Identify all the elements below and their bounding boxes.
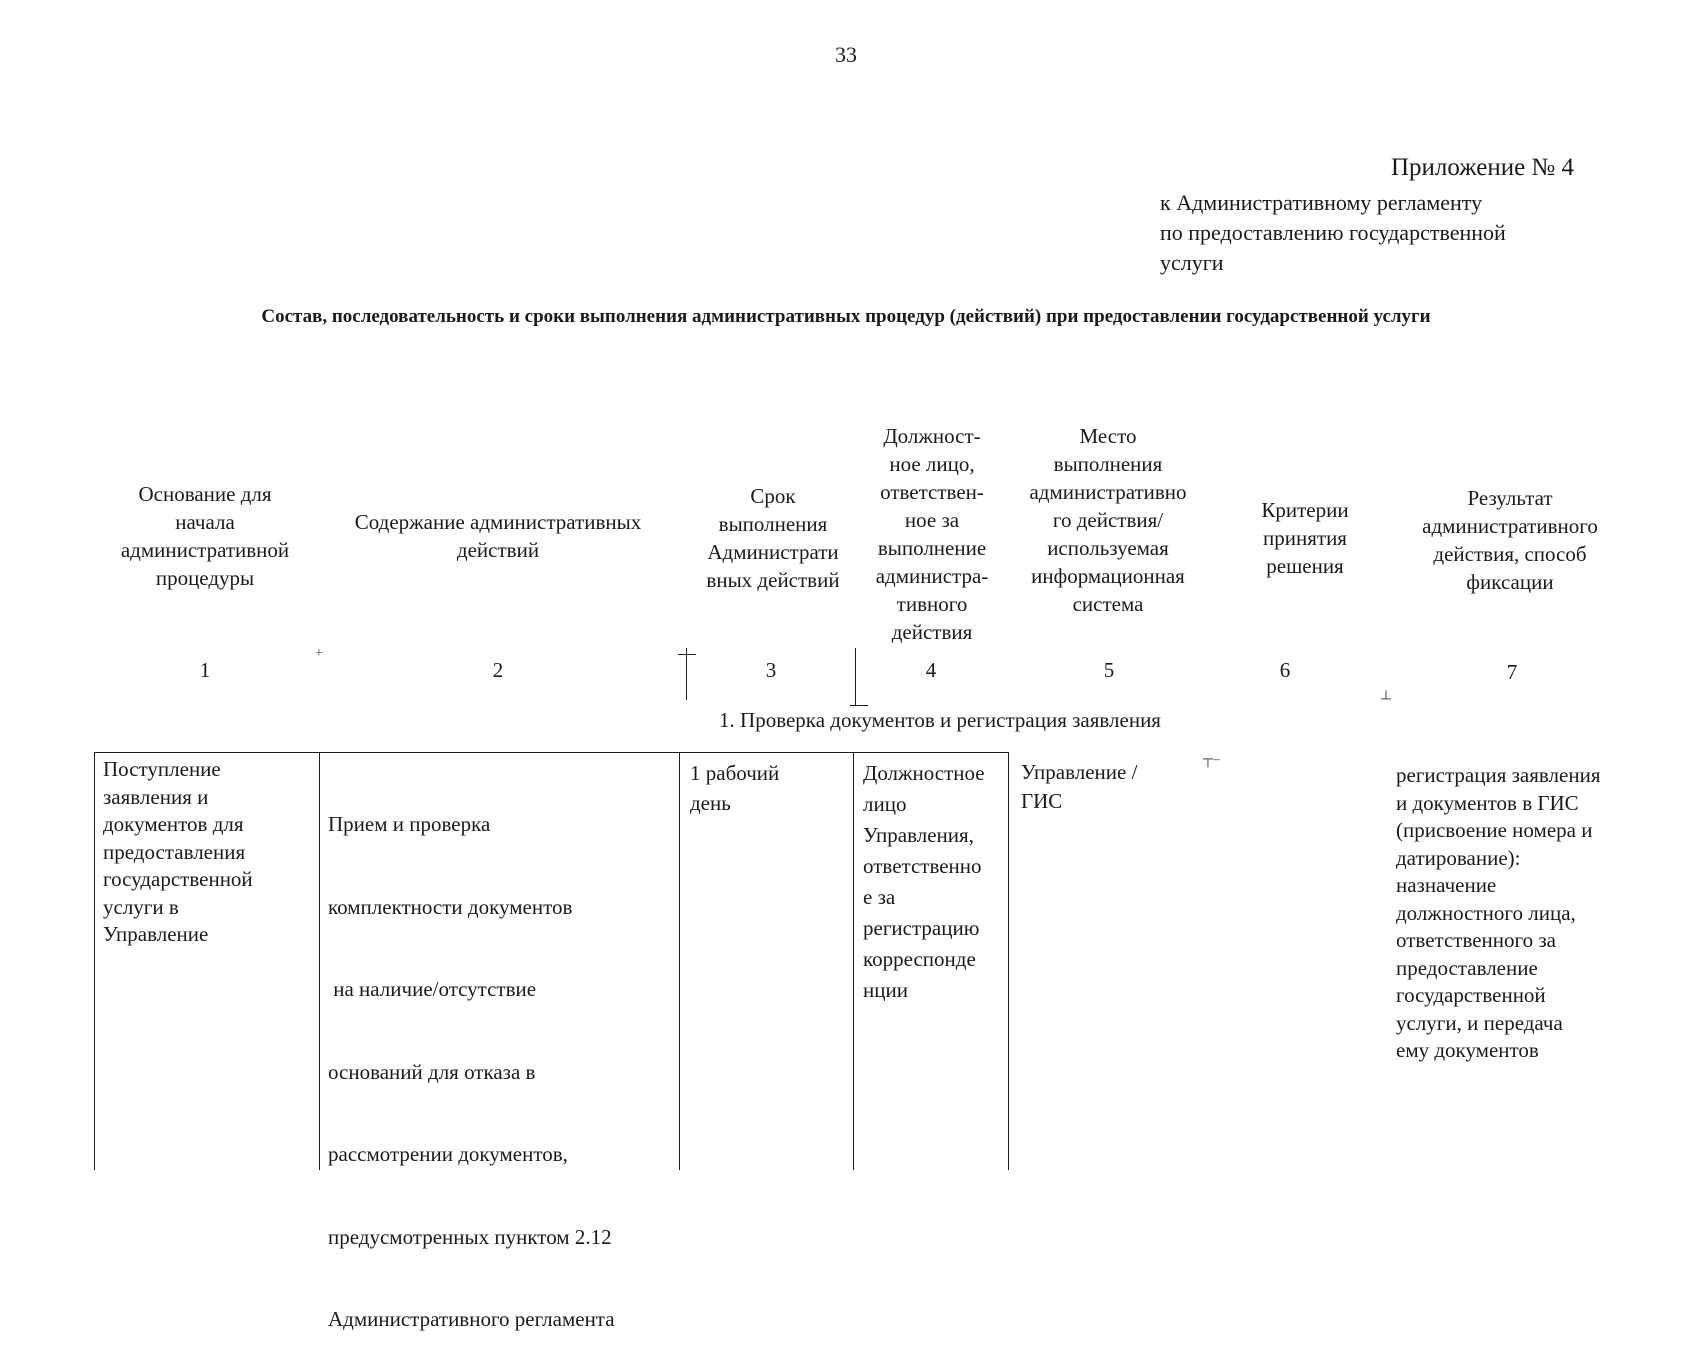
header-col-3: [688, 482, 858, 594]
cell-line: ответственно: [863, 854, 982, 878]
cell-line: ГИС: [1021, 789, 1063, 813]
header-line: Результат: [1467, 486, 1553, 510]
header-line: Администрати: [707, 540, 839, 564]
header-line: вных действий: [706, 568, 840, 592]
table-column-border: [319, 752, 320, 1170]
header-tick: [855, 648, 856, 706]
cell-line: на наличие/отсутствие: [328, 977, 537, 1001]
header-line: выполнение: [877, 536, 987, 560]
appendix-line: по предоставлению государственной: [1160, 220, 1506, 245]
column-number-4: 4: [925, 658, 937, 682]
table-column-border: [94, 752, 95, 1170]
cell-line: е за: [863, 885, 896, 909]
cell-line: государственной: [1396, 983, 1546, 1007]
cell-line: корреспонде: [863, 947, 976, 971]
header-line: административно: [1029, 480, 1187, 504]
header-line: фиксации: [1466, 570, 1554, 594]
cell-line: Административного регламента: [328, 1307, 615, 1331]
header-line: процедуры: [155, 566, 255, 590]
header-line: Срок: [750, 484, 796, 508]
header-col-1: [95, 480, 315, 592]
table-row-top-border: [94, 752, 1008, 753]
header-line: информационная: [1031, 564, 1185, 588]
scan-mark: ┬–: [1203, 752, 1220, 767]
header-line: административной: [120, 538, 290, 562]
header-line: действия, способ: [1433, 542, 1587, 566]
header-line: го действия/: [1052, 508, 1164, 532]
header-line: выполнения: [718, 512, 828, 536]
appendix-line: к Административному регламенту: [1160, 190, 1483, 215]
header-col-6: [1225, 496, 1385, 580]
cell-line: назначение: [1396, 873, 1497, 897]
scan-mark: +: [315, 646, 323, 661]
cell-line: Управление /: [1021, 760, 1138, 784]
header-line: действия: [891, 620, 973, 644]
header-line: ное за: [904, 508, 960, 532]
header-col-7: [1385, 484, 1635, 596]
header-col-2: [318, 508, 678, 564]
cell-line: Должностное: [863, 761, 985, 785]
cell-line: оснований для отказа в: [328, 1059, 536, 1084]
cell-line: Управление: [103, 922, 209, 946]
header-line: Критерии: [1261, 498, 1349, 522]
header-line: действий: [456, 538, 540, 562]
cell-line: должностного лица,: [1396, 900, 1576, 925]
column-number-3: 3: [765, 658, 777, 682]
cell-line: 1 рабочий: [690, 761, 780, 785]
header-line: ное лицо,: [889, 452, 975, 476]
document-title: Состав, последовательность и сроки выполнения административных процедур (действий) при предоставлении государственной услуги: [261, 306, 1431, 327]
cell-line: услуги, и передача: [1396, 1010, 1563, 1035]
cell-line: лицо: [863, 792, 907, 816]
header-line: Должност-: [883, 424, 981, 448]
row-1-cell-5: [1021, 758, 1201, 816]
cell-line: ему документов: [1396, 1038, 1539, 1062]
table-column-border: [853, 752, 854, 1170]
page-number: 33: [835, 42, 857, 67]
header-line: начала: [175, 510, 235, 534]
cell-line: регистрацию: [863, 916, 980, 940]
cell-line: предоставление: [1396, 955, 1538, 980]
header-line: ответствен-: [880, 480, 984, 504]
section-title: 1. Проверка документов и регистрация заявления: [719, 708, 1161, 732]
cell-line: нции: [863, 978, 908, 1002]
header-line: используемая: [1047, 536, 1169, 560]
cell-line: рассмотрении документов,: [328, 1142, 568, 1166]
cell-line: предусмотренных пунктом 2.12: [328, 1224, 612, 1249]
header-col-4: [858, 422, 1006, 646]
header-line: Основание для: [138, 482, 272, 506]
header-line: Место: [1079, 424, 1137, 448]
table-column-border: [1008, 752, 1009, 1170]
header-line: административного: [1422, 514, 1598, 538]
header-tick: [850, 705, 868, 706]
appendix-title: Приложение № 4: [1391, 154, 1575, 181]
cell-line: предоставления: [103, 839, 246, 864]
cell-line: день: [690, 791, 731, 815]
cell-line: датирование):: [1396, 845, 1521, 870]
row-1-cell-7: [1396, 762, 1656, 1065]
cell-line: комплектности документов: [328, 894, 573, 919]
column-number-6: 6: [1279, 658, 1291, 682]
cell-line: государственной: [103, 867, 253, 891]
cell-line: и документов в ГИС: [1396, 790, 1579, 815]
scan-mark: ┴: [1381, 692, 1391, 707]
header-line: принятия: [1263, 526, 1347, 550]
cell-line: заявления и: [103, 784, 209, 809]
cell-line: услуги в: [103, 894, 179, 919]
header-line: система: [1072, 592, 1144, 616]
cell-line: Управления,: [863, 823, 974, 847]
row-1-cell-1: [103, 756, 313, 949]
header-col-5: [1008, 422, 1208, 618]
column-number-5: 5: [1103, 658, 1115, 682]
cell-line: документов для: [103, 812, 244, 836]
header-line: решения: [1266, 554, 1344, 578]
column-number-2: 2: [492, 658, 504, 682]
header-line: тивного: [896, 592, 968, 616]
cell-line: Поступление: [103, 757, 221, 781]
header-line: Содержание административных: [354, 510, 642, 534]
cell-line: ответственного за: [1396, 928, 1556, 952]
appendix-line: услуги: [1160, 250, 1224, 275]
row-1-cell-3: [690, 758, 850, 818]
header-tick: [678, 654, 696, 655]
row-1-cell-4: [863, 758, 1008, 1006]
cell-line: регистрация заявления: [1396, 763, 1601, 787]
header-tick: [686, 648, 687, 700]
column-number-1: 1: [199, 658, 211, 682]
row-1-cell-2: [328, 756, 673, 1361]
column-number-7: 7: [1506, 660, 1518, 684]
table-column-border: [679, 752, 680, 1170]
cell-line: (присвоение номера и: [1396, 818, 1593, 842]
cell-line: Прием и проверка: [328, 812, 491, 836]
header-line: выполнения: [1053, 452, 1163, 476]
header-line: администра-: [875, 564, 989, 588]
